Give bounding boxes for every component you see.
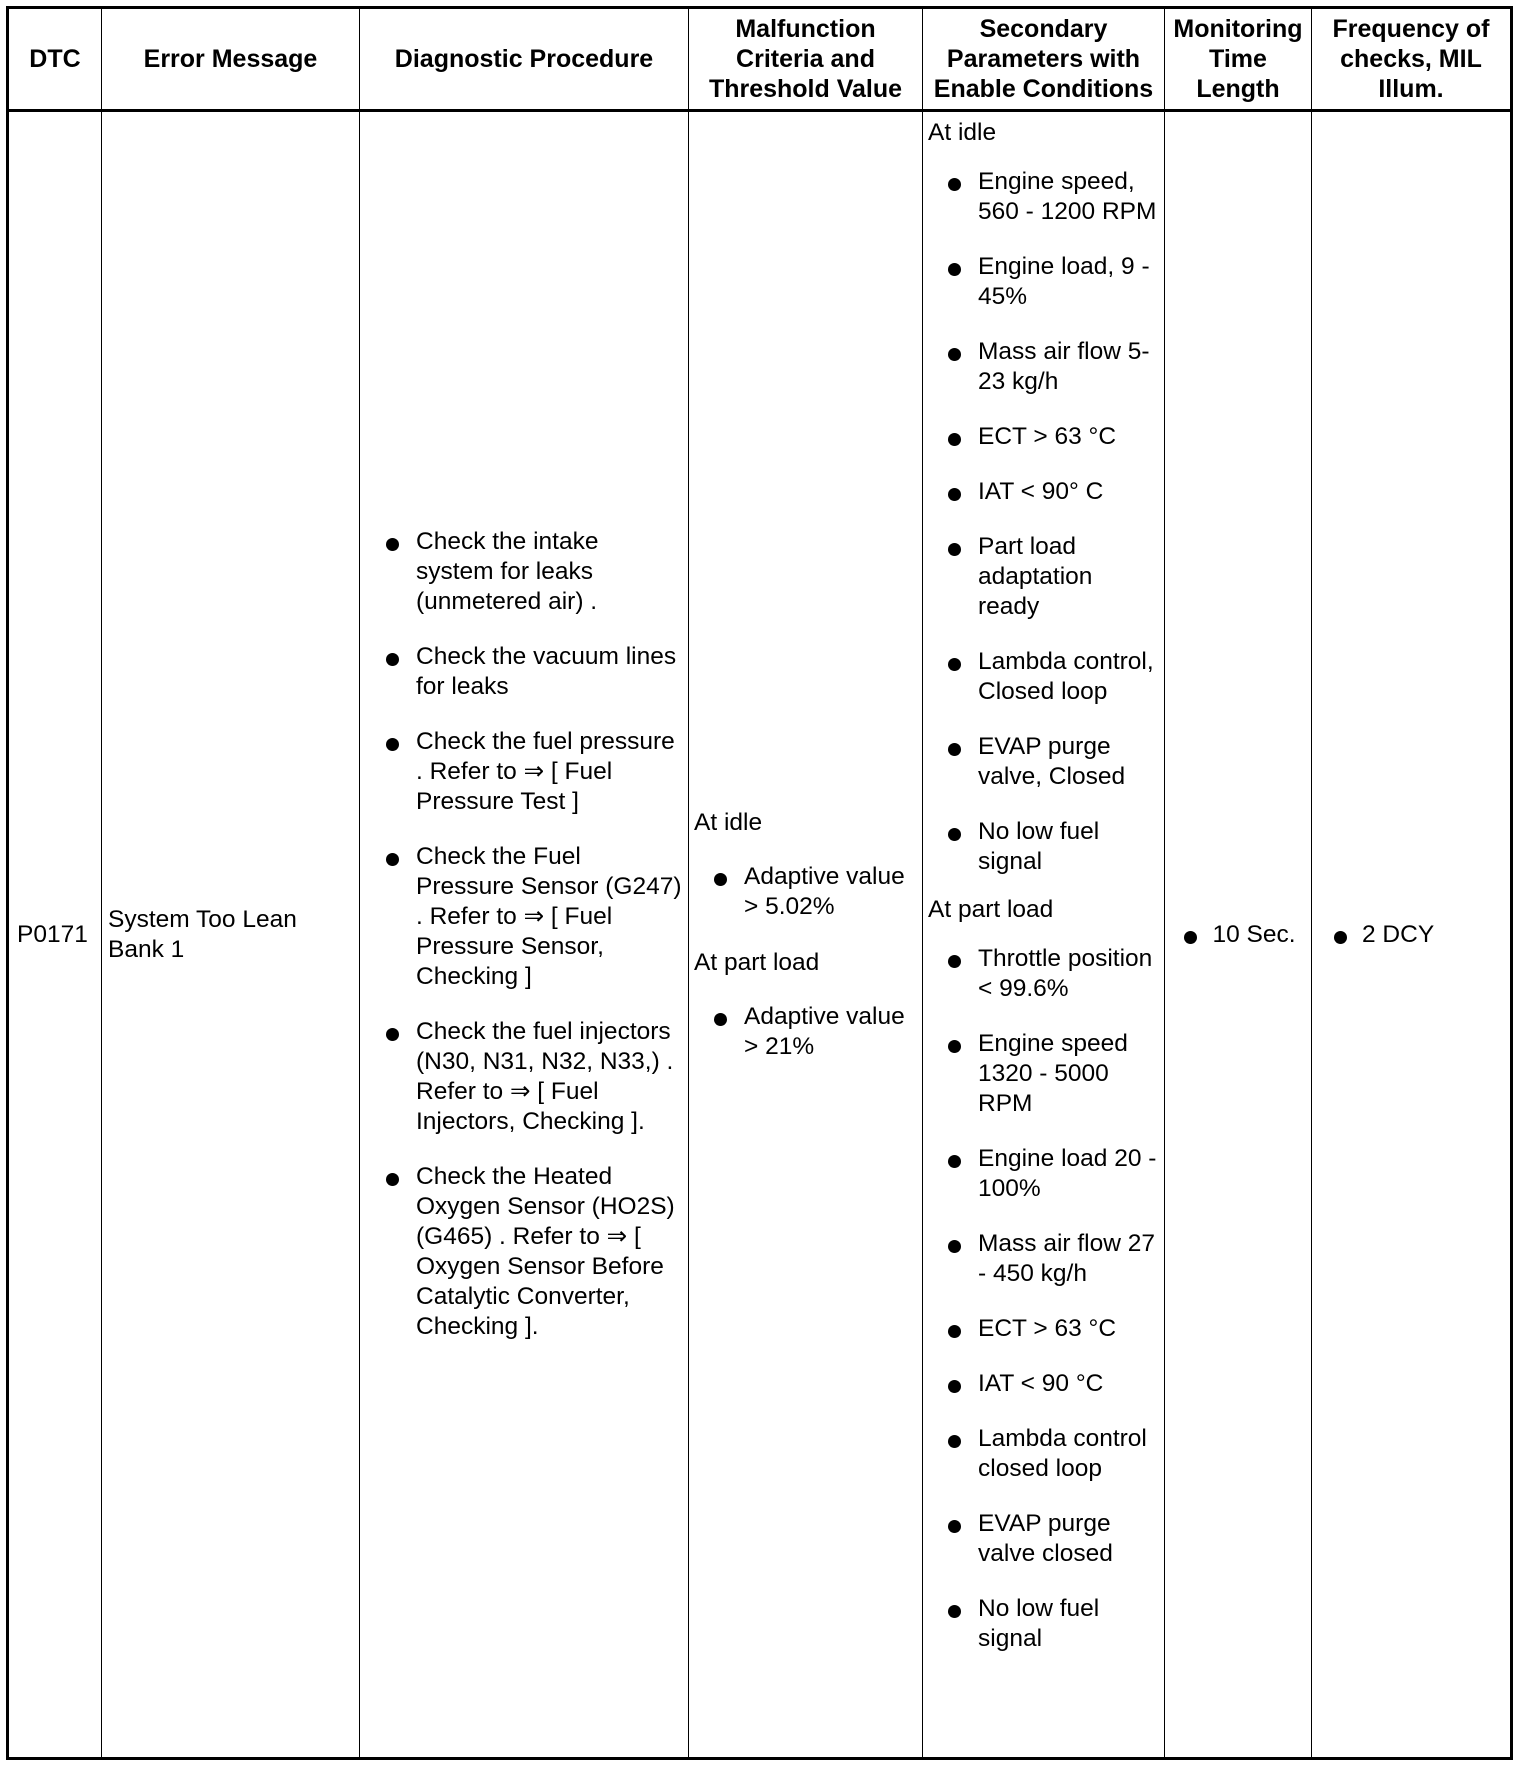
malfunction-part-value: Adaptive value > 21% bbox=[694, 1002, 916, 1062]
header-frequency-line-3: Illum. bbox=[1378, 75, 1444, 103]
header-frequency bbox=[1312, 8, 1512, 111]
secondary-idle-item: Engine speed, 560 - 1200 RPM bbox=[928, 167, 1160, 227]
header-frequency-line-1: Frequency of bbox=[1332, 15, 1490, 43]
header-diagnostic-procedure: Diagnostic Procedure bbox=[360, 8, 689, 111]
secondary-idle-group bbox=[928, 118, 1160, 877]
cell-secondary-parameters bbox=[923, 111, 1165, 1759]
header-malfunction-line-1: Malfunction bbox=[735, 15, 876, 43]
dtc-code: P0171 bbox=[17, 920, 88, 948]
secondary-idle-item: EVAP purge valve, Closed bbox=[928, 732, 1160, 792]
malfunction-idle-list bbox=[694, 862, 916, 922]
secondary-idle-item: Engine load, 9 - 45% bbox=[928, 252, 1160, 312]
cell-diagnostic-procedure bbox=[360, 111, 689, 1759]
monitoring-time-value: 10 Sec. bbox=[1180, 920, 1295, 950]
secondary-part-item: EVAP purge valve closed bbox=[928, 1509, 1160, 1569]
secondary-part-item: Engine speed 1320 - 5000 RPM bbox=[928, 1029, 1160, 1119]
error-message-text: System Too Lean Bank 1 bbox=[108, 905, 297, 963]
header-dtc: DTC bbox=[8, 8, 102, 111]
header-secondary-line-2: Parameters with bbox=[946, 45, 1141, 73]
secondary-part-list bbox=[928, 944, 1160, 1654]
secondary-part-item: ECT > 63 °C bbox=[928, 1314, 1160, 1344]
cell-malfunction-criteria bbox=[689, 111, 923, 1759]
cell-monitoring-time bbox=[1165, 111, 1312, 1759]
header-secondary-parameters bbox=[923, 8, 1165, 111]
secondary-part-item: Mass air flow 27 - 450 kg/h bbox=[928, 1229, 1160, 1289]
procedure-step: Check the Fuel Pressure Sensor (G247) . Refer to ⇒ [ Fuel Pressure Sensor, Checking ] bbox=[366, 842, 682, 992]
header-monitoring-time bbox=[1165, 8, 1312, 111]
table-row bbox=[8, 111, 1512, 1759]
header-row bbox=[8, 8, 1512, 111]
header-malfunction-line-3: Threshold Value bbox=[708, 75, 903, 103]
procedure-step: Check the Heated Oxygen Sensor (HO2S) (G465) . Refer to ⇒ [ Oxygen Sensor Before Catalytic Converter, Checking ]. bbox=[366, 1162, 682, 1342]
procedure-step: Check the intake system for leaks (unmetered air) . bbox=[366, 527, 682, 617]
cell-dtc bbox=[8, 111, 102, 1759]
header-malfunction-criteria bbox=[689, 8, 923, 111]
cell-frequency bbox=[1312, 111, 1512, 1759]
malfunction-idle-group bbox=[694, 808, 916, 922]
header-monitoring-line-3: Length bbox=[1196, 75, 1280, 103]
secondary-idle-item: No low fuel signal bbox=[928, 817, 1160, 877]
malfunction-idle-value: Adaptive value > 5.02% bbox=[694, 862, 916, 922]
header-monitoring-line-1: Monitoring bbox=[1173, 15, 1303, 43]
secondary-part-item: No low fuel signal bbox=[928, 1594, 1160, 1654]
secondary-idle-item: Lambda control, Closed loop bbox=[928, 647, 1160, 707]
malfunction-part-list bbox=[694, 1002, 916, 1062]
frequency-value: 2 DCY bbox=[1330, 920, 1434, 950]
secondary-idle-list bbox=[928, 167, 1160, 877]
header-malfunction-line-2: Criteria and bbox=[736, 45, 875, 73]
procedure-step: Check the vacuum lines for leaks bbox=[366, 642, 682, 702]
secondary-part-item: IAT < 90 °C bbox=[928, 1369, 1160, 1399]
secondary-idle-item: IAT < 90° C bbox=[928, 477, 1160, 507]
secondary-part-label: At part load bbox=[928, 896, 1054, 923]
header-frequency-line-2: checks, MIL bbox=[1340, 45, 1482, 73]
secondary-idle-item: Mass air flow 5-23 kg/h bbox=[928, 337, 1160, 397]
cell-error-message bbox=[102, 111, 360, 1759]
secondary-part-item: Lambda control closed loop bbox=[928, 1424, 1160, 1484]
header-secondary-line-3: Enable Conditions bbox=[933, 75, 1154, 103]
header-monitoring-line-2: Time bbox=[1209, 45, 1267, 73]
procedure-step: Check the fuel pressure . Refer to ⇒ [ Fuel Pressure Test ] bbox=[366, 727, 682, 817]
secondary-idle-label: At idle bbox=[928, 119, 997, 146]
header-secondary-line-1: Secondary bbox=[979, 15, 1108, 43]
secondary-part-item: Throttle position < 99.6% bbox=[928, 944, 1160, 1004]
malfunction-part-label: At part load bbox=[694, 948, 820, 976]
procedure-step: Check the fuel injectors (N30, N31, N32, N33,) . Refer to ⇒ [ Fuel Injectors, Checking ]. bbox=[366, 1017, 682, 1137]
malfunction-idle-label: At idle bbox=[694, 808, 763, 836]
secondary-part-item: Engine load 20 - 100% bbox=[928, 1144, 1160, 1204]
header-error-message: Error Message bbox=[102, 8, 360, 111]
procedure-list bbox=[366, 527, 682, 1342]
secondary-idle-item: Part load adaptation ready bbox=[928, 532, 1160, 622]
secondary-part-group bbox=[928, 895, 1160, 1654]
malfunction-part-group bbox=[694, 948, 916, 1062]
dtc-table bbox=[6, 6, 1513, 1760]
secondary-idle-item: ECT > 63 °C bbox=[928, 422, 1160, 452]
